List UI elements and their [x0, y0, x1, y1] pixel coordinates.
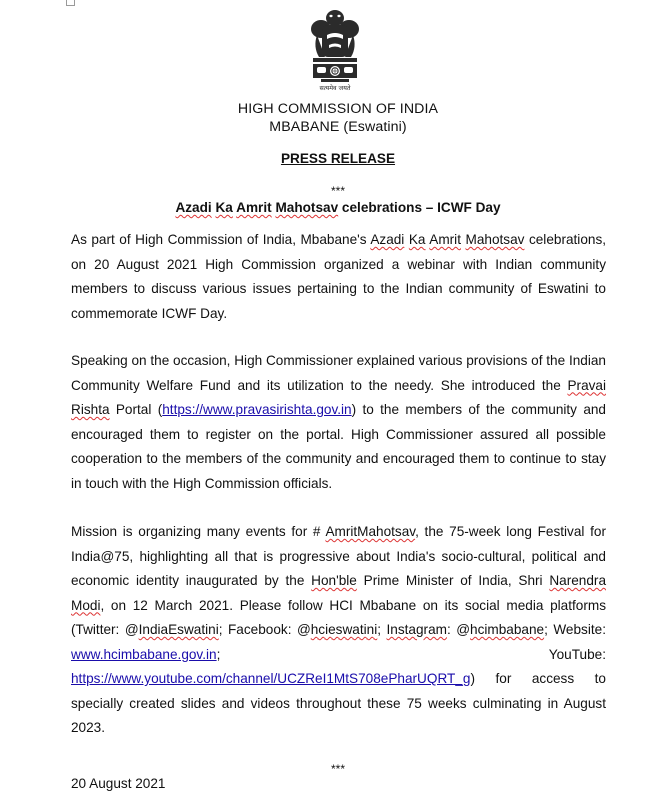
pravasi-rishta-link[interactable]: https://www.pravasirishta.gov.in: [162, 402, 352, 417]
separator-top: ***: [330, 184, 345, 198]
paragraph-intro: As part of High Commission of India, Mbabane's Azadi Ka Amrit Mahotsav celebrations, on 20 August 2021 High Commission organized a webinar with Indian community members to discuss various issues pertaining to the Indian community of Eswatini to commemorate ICWF Day.: [71, 232, 607, 321]
website-link[interactable]: www.hcimbabane.gov.in: [71, 646, 217, 662]
emblem-motto: सत्यमेव जयते: [319, 85, 351, 92]
document-title: Azadi Ka Amrit Mahotsav celebrations – ICWF Day: [175, 200, 501, 215]
release-date: 20 August 2021: [71, 776, 166, 791]
text-boundary-mark: [66, 0, 75, 6]
national-emblem-icon: [307, 5, 363, 93]
press-release-heading: PRESS RELEASE: [280, 151, 396, 166]
separator-bottom: ***: [330, 762, 345, 776]
org-name: HIGH COMMISSION OF INDIA: [237, 101, 439, 117]
paragraph-mission: Mission is organizing many events for # AmritMahotsav, the 75-week long Festival for India@75, highlighting all that is progressive about India's socio-cultural, political and economic identity inaugurated by the Hon'ble Prime Minister of India, Shri Narendra Modi, on 12 March 2021. Please follow HCI Mbabane on its social media platforms (Twitter: @IndiaEswatini; Facebook: @hcieswatini; Instagram: @hcimbabane; Website: www.hcimbabane.gov.in; YouTube: https://www.youtube.com/channel/UCZReI1MtS708ePharUQRT_g) for access to specially created slides and videos throughout these 75 weeks culminating in August 2023.: [71, 524, 606, 735]
paragraph-occasion: Speaking on the occasion, High Commissioner explained various provisions of the Indian Community Welfare Fund and its utilization to the needy. She introduced the Pravai Rishta Portal (https://www.pravasirishta.gov.in) to the members of the community and encouraged them to register on the portal. High Commissioner assured all possible cooperation to the members of the community and encouraged them to continue to stay in touch with the High Commission officials.: [71, 353, 606, 491]
org-location: MBABANE (Eswatini): [269, 119, 407, 135]
youtube-link[interactable]: https://www.youtube.com/channel/UCZReI1MtS708ePharUQRT_g: [71, 671, 471, 686]
